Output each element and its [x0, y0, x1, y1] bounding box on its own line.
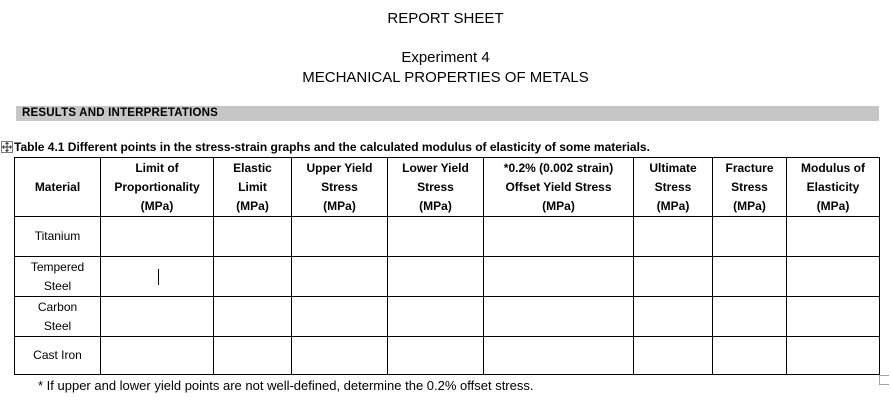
- table-cell-active[interactable]: [101, 257, 214, 297]
- table-row: [15, 297, 880, 337]
- table-cell[interactable]: [214, 257, 292, 297]
- table-cell[interactable]: [292, 257, 388, 297]
- table-caption-text: Different points in the stress-strain graphs and the calculated modulus of elasticity of some materials.: [64, 140, 650, 154]
- table-row: [15, 337, 880, 375]
- table-cell[interactable]: [101, 217, 214, 257]
- table-caption-label: Table 4.1: [14, 140, 65, 154]
- table-cell[interactable]: [214, 297, 292, 337]
- table-cell[interactable]: [484, 217, 634, 257]
- table-cell[interactable]: [484, 257, 634, 297]
- table-cell[interactable]: [388, 337, 484, 375]
- move-handle-icon[interactable]: [1, 141, 13, 153]
- table-cell[interactable]: [292, 337, 388, 375]
- report-title: REPORT SHEET: [387, 10, 504, 27]
- table-cell[interactable]: [787, 257, 880, 297]
- page-corner-marker: [879, 375, 889, 385]
- header-modulus-of-elasticity: Modulus of Elasticity (MPa): [787, 158, 880, 217]
- table-cell[interactable]: [713, 257, 787, 297]
- table-cell[interactable]: [713, 337, 787, 375]
- table-row: [15, 257, 880, 297]
- table-cell[interactable]: [484, 297, 634, 337]
- table-cell[interactable]: [101, 297, 214, 337]
- experiment-title: MECHANICAL PROPERTIES OF METALS: [302, 69, 589, 86]
- material-cell-titanium[interactable]: Titanium: [15, 217, 101, 257]
- header-fracture-stress: Fracture Stress (MPa): [713, 158, 787, 217]
- table-cell[interactable]: [214, 217, 292, 257]
- header-offset-yield-stress: *0.2% (0.002 strain) Offset Yield Stress (MPa): [484, 158, 634, 217]
- table-cell[interactable]: [787, 217, 880, 257]
- table-cell[interactable]: [787, 337, 880, 375]
- table-cell[interactable]: [634, 337, 713, 375]
- table-cell[interactable]: [388, 257, 484, 297]
- table-cell[interactable]: [214, 337, 292, 375]
- footnote: * If upper and lower yield points are not well-defined, determine the 0.2% offset stress.: [38, 378, 534, 393]
- table-cell[interactable]: [484, 337, 634, 375]
- table-header-row: [15, 158, 880, 217]
- header-limit-of-proportionality: Limit of Proportionality (MPa): [101, 158, 214, 217]
- header-material: Material: [15, 158, 101, 217]
- table-cell[interactable]: [101, 337, 214, 375]
- table-cell[interactable]: [292, 297, 388, 337]
- table-cell[interactable]: [713, 217, 787, 257]
- header-upper-yield-stress: Upper Yield Stress (MPa): [292, 158, 388, 217]
- header-lower-yield-stress: Lower Yield Stress (MPa): [388, 158, 484, 217]
- section-heading-results: RESULTS AND INTERPRETATIONS: [16, 106, 879, 121]
- table-cell[interactable]: [713, 297, 787, 337]
- table-row: [15, 217, 880, 257]
- results-table: [14, 157, 880, 375]
- header-elastic-limit: Elastic Limit (MPa): [214, 158, 292, 217]
- table-cell[interactable]: [634, 217, 713, 257]
- table-cell[interactable]: [787, 297, 880, 337]
- table-cell[interactable]: [634, 297, 713, 337]
- material-cell-cast-iron[interactable]: Cast Iron: [15, 337, 101, 375]
- text-cursor: [158, 269, 159, 285]
- table-cell[interactable]: [292, 217, 388, 257]
- material-cell-tempered-steel[interactable]: Tempered Steel: [15, 257, 101, 297]
- header-ultimate-stress: Ultimate Stress (MPa): [634, 158, 713, 217]
- material-cell-carbon-steel[interactable]: Carbon Steel: [15, 297, 101, 337]
- table-caption: [14, 140, 650, 154]
- table-cell[interactable]: [388, 297, 484, 337]
- table-cell[interactable]: [634, 257, 713, 297]
- table-cell[interactable]: [388, 217, 484, 257]
- experiment-number: Experiment 4: [401, 49, 490, 66]
